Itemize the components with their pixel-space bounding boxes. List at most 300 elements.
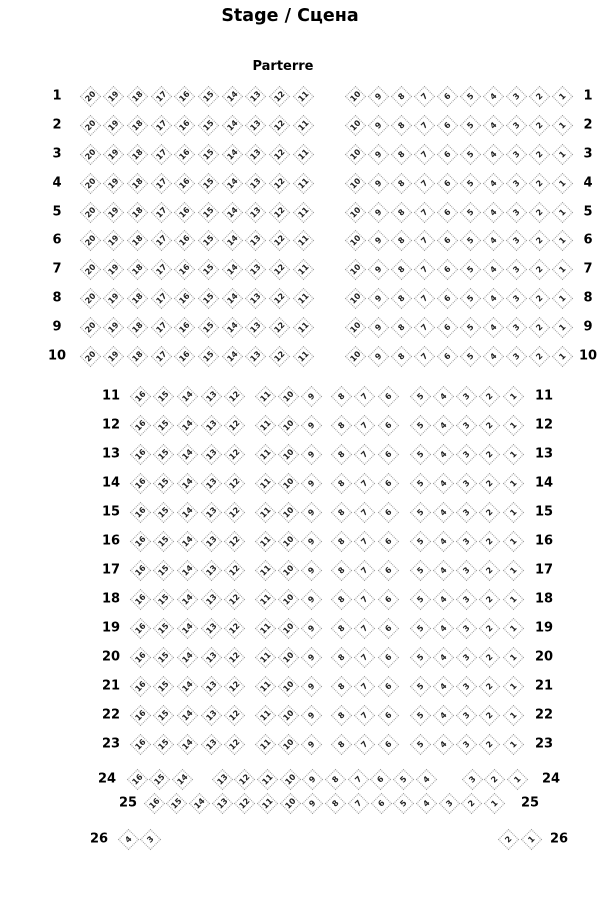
seat[interactable]: 7	[414, 287, 435, 308]
seat[interactable]: 17	[150, 258, 171, 279]
seat[interactable]: 19	[103, 172, 124, 193]
seat[interactable]: 15	[153, 704, 174, 725]
seat[interactable]: 8	[330, 675, 351, 696]
seat[interactable]: 6	[437, 114, 458, 135]
seat[interactable]: 13	[245, 85, 266, 106]
seat[interactable]: 18	[127, 85, 148, 106]
seat[interactable]: 5	[460, 114, 481, 135]
seat[interactable]: 16	[174, 287, 195, 308]
seat[interactable]: 6	[377, 559, 398, 580]
seat[interactable]: 15	[166, 792, 187, 813]
seat[interactable]: 11	[293, 114, 314, 135]
seat[interactable]: 8	[391, 114, 412, 135]
seat[interactable]: 16	[174, 172, 195, 193]
seat[interactable]: 20	[79, 143, 100, 164]
seat[interactable]: 2	[479, 443, 500, 464]
seat[interactable]: 15	[198, 345, 219, 366]
seat[interactable]: 2	[484, 768, 505, 789]
seat[interactable]: 12	[269, 229, 290, 250]
seat[interactable]: 7	[354, 675, 375, 696]
seat[interactable]: 16	[129, 443, 150, 464]
seat[interactable]: 13	[200, 588, 221, 609]
seat[interactable]: 17	[150, 143, 171, 164]
seat[interactable]: 16	[174, 85, 195, 106]
seat[interactable]: 5	[393, 768, 414, 789]
seat[interactable]: 17	[150, 85, 171, 106]
seat[interactable]: 2	[529, 201, 550, 222]
seat[interactable]: 7	[414, 85, 435, 106]
seat[interactable]: 13	[200, 617, 221, 638]
seat[interactable]: 14	[177, 385, 198, 406]
seat[interactable]: 4	[433, 704, 454, 725]
seat[interactable]: 4	[433, 559, 454, 580]
seat[interactable]: 15	[153, 733, 174, 754]
seat[interactable]: 3	[456, 733, 477, 754]
seat[interactable]: 5	[409, 588, 430, 609]
seat[interactable]: 10	[344, 172, 365, 193]
seat[interactable]: 7	[414, 316, 435, 337]
seat[interactable]: 4	[483, 287, 504, 308]
seat[interactable]: 15	[198, 258, 219, 279]
seat[interactable]: 6	[437, 345, 458, 366]
seat[interactable]: 3	[506, 316, 527, 337]
seat[interactable]: 10	[277, 414, 298, 435]
seat[interactable]: 15	[153, 443, 174, 464]
seat[interactable]: 1	[503, 472, 524, 493]
seat[interactable]: 2	[529, 143, 550, 164]
seat[interactable]: 6	[377, 385, 398, 406]
seat[interactable]: 1	[503, 559, 524, 580]
seat[interactable]: 9	[367, 143, 388, 164]
seat[interactable]: 5	[409, 385, 430, 406]
seat[interactable]: 3	[506, 287, 527, 308]
seat[interactable]: 19	[103, 114, 124, 135]
seat[interactable]: 8	[330, 530, 351, 551]
seat[interactable]: 8	[330, 733, 351, 754]
seat[interactable]: 14	[172, 768, 193, 789]
seat[interactable]: 10	[344, 229, 365, 250]
seat[interactable]: 15	[198, 316, 219, 337]
seat[interactable]: 5	[460, 85, 481, 106]
seat[interactable]: 5	[460, 172, 481, 193]
seat[interactable]: 5	[409, 675, 430, 696]
seat[interactable]: 8	[330, 704, 351, 725]
seat[interactable]: 7	[414, 143, 435, 164]
seat[interactable]: 12	[224, 675, 245, 696]
seat[interactable]: 2	[479, 704, 500, 725]
seat[interactable]: 9	[367, 345, 388, 366]
seat[interactable]: 1	[503, 733, 524, 754]
seat[interactable]: 11	[257, 792, 278, 813]
seat[interactable]: 15	[153, 588, 174, 609]
seat[interactable]: 6	[377, 414, 398, 435]
seat[interactable]: 7	[354, 414, 375, 435]
seat[interactable]: 11	[254, 472, 275, 493]
seat[interactable]: 20	[79, 172, 100, 193]
seat[interactable]: 8	[330, 501, 351, 522]
seat[interactable]: 9	[300, 385, 321, 406]
seat[interactable]: 15	[198, 172, 219, 193]
seat[interactable]: 4	[433, 501, 454, 522]
seat[interactable]: 15	[153, 414, 174, 435]
seat[interactable]: 18	[127, 258, 148, 279]
seat[interactable]: 6	[437, 143, 458, 164]
seat[interactable]: 9	[300, 704, 321, 725]
seat[interactable]: 16	[129, 588, 150, 609]
seat[interactable]: 6	[437, 316, 458, 337]
seat[interactable]: 5	[409, 530, 430, 551]
seat[interactable]: 10	[279, 768, 300, 789]
seat[interactable]: 4	[483, 345, 504, 366]
seat[interactable]: 7	[354, 443, 375, 464]
seat[interactable]: 11	[293, 85, 314, 106]
seat[interactable]: 12	[224, 414, 245, 435]
seat[interactable]: 15	[198, 85, 219, 106]
seat[interactable]: 11	[254, 617, 275, 638]
seat[interactable]: 12	[224, 501, 245, 522]
seat[interactable]: 11	[254, 733, 275, 754]
seat[interactable]: 8	[325, 792, 346, 813]
seat[interactable]: 4	[433, 675, 454, 696]
seat[interactable]: 2	[529, 258, 550, 279]
seat[interactable]: 5	[460, 258, 481, 279]
seat[interactable]: 16	[129, 675, 150, 696]
seat[interactable]: 10	[277, 501, 298, 522]
seat[interactable]: 4	[483, 85, 504, 106]
seat[interactable]: 15	[153, 675, 174, 696]
seat[interactable]: 6	[370, 768, 391, 789]
seat[interactable]: 8	[330, 414, 351, 435]
seat[interactable]: 10	[277, 559, 298, 580]
seat[interactable]: 5	[409, 646, 430, 667]
seat[interactable]: 7	[354, 559, 375, 580]
seat[interactable]: 5	[393, 792, 414, 813]
seat[interactable]: 10	[344, 287, 365, 308]
seat[interactable]: 7	[354, 617, 375, 638]
seat[interactable]: 15	[149, 768, 170, 789]
seat[interactable]: 13	[245, 143, 266, 164]
seat[interactable]: 10	[344, 114, 365, 135]
seat[interactable]: 19	[103, 229, 124, 250]
seat[interactable]: 9	[367, 229, 388, 250]
seat[interactable]: 6	[377, 733, 398, 754]
seat[interactable]: 5	[409, 617, 430, 638]
seat[interactable]: 1	[552, 172, 573, 193]
seat[interactable]: 6	[377, 472, 398, 493]
seat[interactable]: 13	[200, 501, 221, 522]
seat[interactable]: 7	[414, 201, 435, 222]
seat[interactable]: 8	[391, 345, 412, 366]
seat[interactable]: 12	[234, 792, 255, 813]
seat[interactable]: 9	[367, 114, 388, 135]
seat[interactable]: 11	[293, 258, 314, 279]
seat[interactable]: 8	[391, 229, 412, 250]
seat[interactable]: 17	[150, 345, 171, 366]
seat[interactable]: 10	[277, 646, 298, 667]
seat[interactable]: 4	[483, 316, 504, 337]
seat[interactable]: 18	[127, 287, 148, 308]
seat[interactable]: 13	[245, 316, 266, 337]
seat[interactable]: 11	[293, 143, 314, 164]
seat[interactable]: 10	[277, 675, 298, 696]
seat[interactable]: 12	[269, 287, 290, 308]
seat[interactable]: 4	[433, 530, 454, 551]
seat[interactable]: 13	[200, 704, 221, 725]
seat[interactable]: 12	[224, 646, 245, 667]
seat[interactable]: 10	[277, 704, 298, 725]
seat[interactable]: 9	[300, 472, 321, 493]
seat[interactable]: 15	[198, 201, 219, 222]
seat[interactable]: 14	[222, 201, 243, 222]
seat[interactable]: 4	[433, 646, 454, 667]
seat[interactable]: 6	[377, 617, 398, 638]
seat[interactable]: 17	[150, 172, 171, 193]
seat[interactable]: 17	[150, 229, 171, 250]
seat[interactable]: 4	[433, 414, 454, 435]
seat[interactable]: 10	[277, 443, 298, 464]
seat[interactable]: 3	[140, 828, 161, 849]
seat[interactable]: 6	[377, 443, 398, 464]
seat[interactable]: 15	[153, 559, 174, 580]
seat[interactable]: 1	[552, 287, 573, 308]
seat[interactable]: 3	[461, 768, 482, 789]
seat[interactable]: 2	[529, 345, 550, 366]
seat[interactable]: 4	[433, 617, 454, 638]
seat[interactable]: 14	[222, 316, 243, 337]
seat[interactable]: 6	[437, 229, 458, 250]
seat[interactable]: 9	[367, 287, 388, 308]
seat[interactable]: 9	[300, 588, 321, 609]
seat[interactable]: 13	[200, 733, 221, 754]
seat[interactable]: 14	[189, 792, 210, 813]
seat[interactable]: 1	[552, 85, 573, 106]
seat[interactable]: 5	[409, 733, 430, 754]
seat[interactable]: 17	[150, 201, 171, 222]
seat[interactable]: 20	[79, 114, 100, 135]
seat[interactable]: 14	[177, 704, 198, 725]
seat[interactable]: 16	[174, 345, 195, 366]
seat[interactable]: 8	[391, 85, 412, 106]
seat[interactable]: 15	[153, 530, 174, 551]
seat[interactable]: 11	[254, 588, 275, 609]
seat[interactable]: 4	[483, 258, 504, 279]
seat[interactable]: 10	[344, 345, 365, 366]
seat[interactable]: 10	[277, 588, 298, 609]
seat[interactable]: 14	[177, 414, 198, 435]
seat[interactable]: 1	[552, 114, 573, 135]
seat[interactable]: 15	[153, 501, 174, 522]
seat[interactable]: 12	[224, 704, 245, 725]
seat[interactable]: 14	[177, 617, 198, 638]
seat[interactable]: 2	[479, 588, 500, 609]
seat[interactable]: 16	[174, 316, 195, 337]
seat[interactable]: 4	[433, 472, 454, 493]
seat[interactable]: 20	[79, 85, 100, 106]
seat[interactable]: 3	[456, 588, 477, 609]
seat[interactable]: 2	[529, 316, 550, 337]
seat[interactable]: 10	[344, 143, 365, 164]
seat[interactable]: 18	[127, 201, 148, 222]
seat[interactable]: 4	[483, 201, 504, 222]
seat[interactable]: 1	[552, 229, 573, 250]
seat[interactable]: 4	[117, 828, 138, 849]
seat[interactable]: 18	[127, 345, 148, 366]
seat[interactable]: 13	[200, 385, 221, 406]
seat[interactable]: 2	[479, 675, 500, 696]
seat[interactable]: 13	[211, 792, 232, 813]
seat[interactable]: 2	[529, 172, 550, 193]
seat[interactable]: 9	[367, 316, 388, 337]
seat[interactable]: 4	[483, 172, 504, 193]
seat[interactable]: 11	[254, 646, 275, 667]
seat[interactable]: 16	[129, 530, 150, 551]
seat[interactable]: 12	[224, 385, 245, 406]
seat[interactable]: 6	[437, 258, 458, 279]
seat[interactable]: 2	[529, 85, 550, 106]
seat[interactable]: 4	[483, 229, 504, 250]
seat[interactable]: 15	[198, 229, 219, 250]
seat[interactable]: 16	[129, 501, 150, 522]
seat[interactable]: 9	[367, 172, 388, 193]
seat[interactable]: 2	[479, 733, 500, 754]
seat[interactable]: 14	[177, 501, 198, 522]
seat[interactable]: 13	[245, 201, 266, 222]
seat[interactable]: 12	[224, 588, 245, 609]
seat[interactable]: 10	[344, 258, 365, 279]
seat[interactable]: 4	[433, 385, 454, 406]
seat[interactable]: 6	[370, 792, 391, 813]
seat[interactable]: 5	[409, 704, 430, 725]
seat[interactable]: 1	[503, 617, 524, 638]
seat[interactable]: 12	[269, 316, 290, 337]
seat[interactable]: 2	[497, 828, 518, 849]
seat[interactable]: 4	[483, 143, 504, 164]
seat[interactable]: 16	[174, 143, 195, 164]
seat[interactable]: 11	[254, 385, 275, 406]
seat[interactable]: 17	[150, 114, 171, 135]
seat[interactable]: 11	[254, 704, 275, 725]
seat[interactable]: 8	[391, 287, 412, 308]
seat[interactable]: 13	[245, 172, 266, 193]
seat[interactable]: 13	[200, 559, 221, 580]
seat[interactable]: 13	[245, 345, 266, 366]
seat[interactable]: 4	[416, 792, 437, 813]
seat[interactable]: 7	[414, 114, 435, 135]
seat[interactable]: 8	[325, 768, 346, 789]
seat[interactable]: 12	[269, 201, 290, 222]
seat[interactable]: 5	[409, 414, 430, 435]
seat[interactable]: 1	[503, 385, 524, 406]
seat[interactable]: 5	[460, 316, 481, 337]
seat[interactable]: 20	[79, 258, 100, 279]
seat[interactable]: 5	[460, 345, 481, 366]
seat[interactable]: 6	[377, 530, 398, 551]
seat[interactable]: 1	[503, 414, 524, 435]
seat[interactable]: 15	[153, 472, 174, 493]
seat[interactable]: 8	[330, 385, 351, 406]
seat[interactable]: 3	[506, 345, 527, 366]
seat[interactable]: 11	[254, 559, 275, 580]
seat[interactable]: 5	[409, 443, 430, 464]
seat[interactable]: 5	[460, 229, 481, 250]
seat[interactable]: 15	[153, 646, 174, 667]
seat[interactable]: 9	[300, 733, 321, 754]
seat[interactable]: 11	[257, 768, 278, 789]
seat[interactable]: 1	[552, 143, 573, 164]
seat[interactable]: 1	[506, 768, 527, 789]
seat[interactable]: 20	[79, 287, 100, 308]
seat[interactable]: 1	[503, 675, 524, 696]
seat[interactable]: 9	[367, 258, 388, 279]
seat[interactable]: 6	[437, 201, 458, 222]
seat[interactable]: 13	[200, 530, 221, 551]
seat[interactable]: 20	[79, 201, 100, 222]
seat[interactable]: 3	[456, 443, 477, 464]
seat[interactable]: 19	[103, 143, 124, 164]
seat[interactable]: 14	[222, 143, 243, 164]
seat[interactable]: 5	[460, 143, 481, 164]
seat[interactable]: 8	[391, 172, 412, 193]
seat[interactable]: 14	[222, 258, 243, 279]
seat[interactable]: 2	[479, 385, 500, 406]
seat[interactable]: 14	[222, 345, 243, 366]
seat[interactable]: 19	[103, 316, 124, 337]
seat[interactable]: 4	[433, 588, 454, 609]
seat[interactable]: 13	[245, 258, 266, 279]
seat[interactable]: 12	[269, 258, 290, 279]
seat[interactable]: 10	[344, 201, 365, 222]
seat[interactable]: 9	[300, 414, 321, 435]
seat[interactable]: 11	[293, 345, 314, 366]
seat[interactable]: 3	[438, 792, 459, 813]
seat[interactable]: 18	[127, 229, 148, 250]
seat[interactable]: 10	[277, 617, 298, 638]
seat[interactable]: 9	[300, 617, 321, 638]
seat[interactable]: 10	[344, 316, 365, 337]
seat[interactable]: 16	[129, 385, 150, 406]
seat[interactable]: 16	[174, 201, 195, 222]
seat[interactable]: 5	[409, 472, 430, 493]
seat[interactable]: 3	[506, 143, 527, 164]
seat[interactable]: 12	[224, 733, 245, 754]
seat[interactable]: 1	[520, 828, 541, 849]
seat[interactable]: 4	[433, 733, 454, 754]
seat[interactable]: 16	[129, 617, 150, 638]
seat[interactable]: 7	[354, 472, 375, 493]
seat[interactable]: 13	[200, 675, 221, 696]
seat[interactable]: 7	[414, 229, 435, 250]
seat[interactable]: 13	[200, 414, 221, 435]
seat[interactable]: 6	[377, 501, 398, 522]
seat[interactable]: 17	[150, 316, 171, 337]
seat[interactable]: 5	[460, 201, 481, 222]
seat[interactable]: 14	[177, 588, 198, 609]
seat[interactable]: 14	[222, 287, 243, 308]
seat[interactable]: 16	[129, 414, 150, 435]
seat[interactable]: 2	[461, 792, 482, 813]
seat[interactable]: 8	[330, 559, 351, 580]
seat[interactable]: 13	[245, 229, 266, 250]
seat[interactable]: 11	[254, 414, 275, 435]
seat[interactable]: 12	[224, 617, 245, 638]
seat[interactable]: 2	[479, 530, 500, 551]
seat[interactable]: 16	[143, 792, 164, 813]
seat[interactable]: 7	[414, 345, 435, 366]
seat[interactable]: 14	[222, 172, 243, 193]
seat[interactable]: 15	[153, 617, 174, 638]
seat[interactable]: 3	[506, 258, 527, 279]
seat[interactable]: 15	[153, 385, 174, 406]
